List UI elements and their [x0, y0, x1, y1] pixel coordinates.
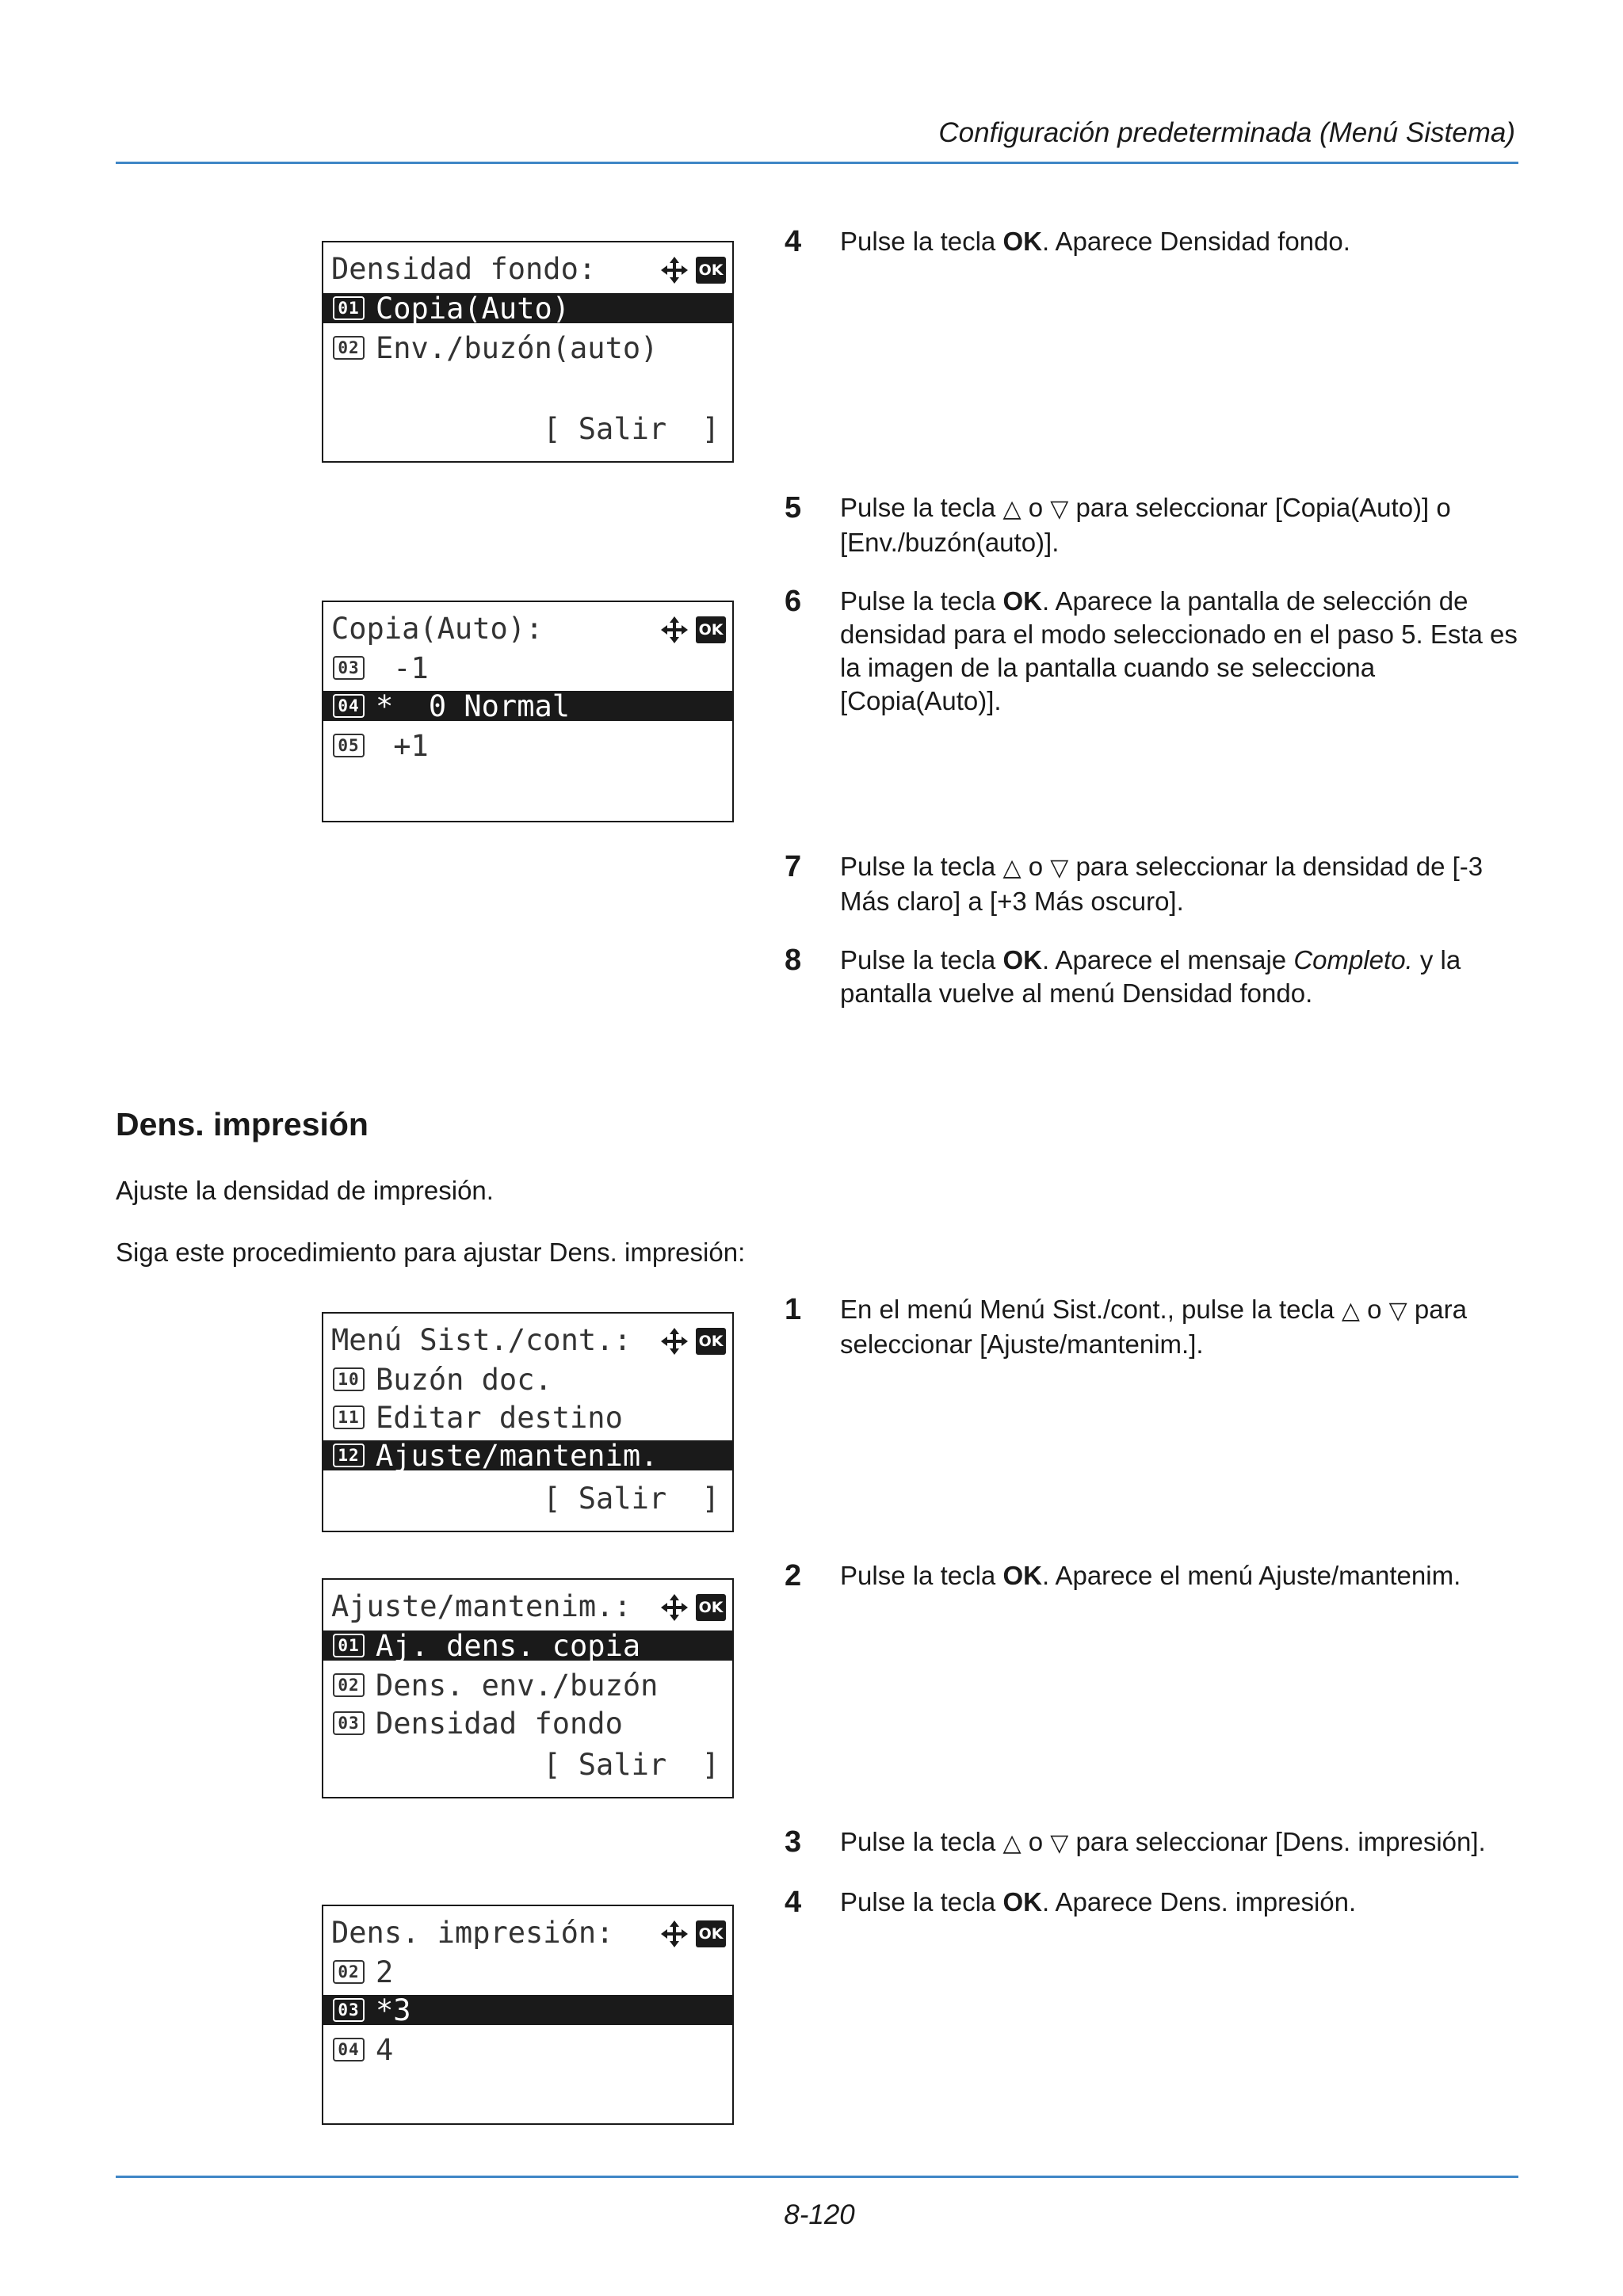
- page-number: 8-120: [784, 2199, 855, 2230]
- down-arrow-key-icon: ▽: [1050, 855, 1069, 881]
- ok-key-label: OK: [1002, 945, 1042, 974]
- up-arrow-key-icon: △: [1002, 496, 1022, 522]
- message-name: Completo.: [1293, 945, 1413, 974]
- option-number: 11: [333, 1405, 365, 1429]
- step-item: [785, 850, 1522, 918]
- exit-softkey: [ Salir ]: [543, 1748, 720, 1782]
- four-way-arrow-icon: [659, 1326, 689, 1356]
- lcd-panel-dens-impresion: [322, 1905, 734, 2125]
- lcd-title: Menú Sist./cont.:: [331, 1323, 632, 1357]
- lcd-panel-ajuste-mantenim: [322, 1578, 734, 1798]
- step-text: Pulse la tecla: [840, 1561, 1003, 1590]
- step-text: . Aparece la pantalla de selección de densidad para el modo seleccionado en el paso 5. Esta es la imagen de la pantalla cuando se selecciona [Copia(Auto)].: [840, 586, 1518, 715]
- up-arrow-key-icon: △: [1002, 1830, 1022, 1856]
- option-label: Aj. dens. copia: [376, 1628, 641, 1663]
- step-item: [785, 1559, 1522, 1592]
- section-heading: Dens. impresión: [116, 1106, 369, 1142]
- step-text: En el menú Menú Sist./cont., pulse la tecla: [840, 1295, 1342, 1324]
- header-rule: [116, 162, 1518, 164]
- step-text: . Aparece el mensaje: [1041, 945, 1294, 974]
- option-number: 03: [333, 1998, 365, 2022]
- lcd-option: [323, 688, 732, 723]
- lcd-option: [323, 730, 732, 761]
- step-text: para seleccionar la densidad de [-3 Más claro] a [+3 Más oscuro].: [840, 852, 1484, 916]
- lcd-option: [323, 1706, 732, 1741]
- ok-key-icon: OK: [696, 1328, 726, 1355]
- option-label: -1: [376, 650, 429, 685]
- exit-softkey: [ Salir ]: [543, 412, 720, 446]
- option-number: 10: [333, 1367, 365, 1391]
- option-label: Buzón doc.: [376, 1362, 552, 1397]
- lcd-option: [323, 1362, 732, 1397]
- step-item: [785, 944, 1522, 1010]
- step-number: 3: [785, 1825, 802, 1859]
- step-item: [785, 1825, 1522, 1860]
- header-title: Configuración predeterminada (Menú Sistema): [938, 117, 1515, 148]
- step-text: Pulse la tecla: [840, 1887, 1003, 1917]
- option-number: 12: [333, 1444, 365, 1467]
- four-way-arrow-icon: [659, 255, 689, 285]
- option-label: Densidad fondo: [376, 1706, 623, 1741]
- four-way-arrow-icon: [659, 1592, 689, 1623]
- lcd-option: [323, 1438, 732, 1473]
- lcd-panel-densidad-fondo: [322, 241, 734, 463]
- option-number: 04: [333, 2038, 365, 2061]
- step-text: Pulse la tecla: [840, 945, 1003, 974]
- option-label: Editar destino: [376, 1400, 623, 1435]
- ok-key-label: OK: [1002, 586, 1042, 616]
- step-text: . Aparece el menú Ajuste/mantenim.: [1041, 1561, 1461, 1590]
- ok-key-icon: OK: [696, 616, 726, 643]
- option-number: 02: [333, 1673, 365, 1697]
- step-text: o: [1021, 1827, 1051, 1856]
- four-way-arrow-icon: [659, 615, 689, 645]
- lcd-panel-menu-sistema: [322, 1312, 734, 1532]
- lcd-option: [323, 1957, 732, 1987]
- lcd-title: Densidad fondo:: [331, 252, 597, 286]
- footer-rule: [116, 2176, 1518, 2178]
- step-item: [785, 225, 1522, 258]
- option-number: 01: [333, 1634, 365, 1657]
- down-arrow-key-icon: ▽: [1388, 1298, 1407, 1324]
- step-text: Pulse la tecla: [840, 493, 1003, 522]
- step-number: 7: [785, 850, 802, 883]
- step-item: [785, 585, 1522, 718]
- step-text: Pulse la tecla: [840, 852, 1003, 881]
- step-text: . Aparece Dens. impresión.: [1041, 1887, 1357, 1917]
- step-text: o: [1021, 493, 1051, 522]
- step-text: Pulse la tecla: [840, 227, 1003, 256]
- ok-key-icon: OK: [696, 1920, 726, 1947]
- lcd-option: [323, 291, 732, 326]
- step-text: Pulse la tecla: [840, 586, 1003, 616]
- procedure-intro: Siga este procedimiento para ajustar Dens. impresión:: [116, 1238, 746, 1267]
- option-label: 4: [376, 2032, 394, 2067]
- lcd-option: [323, 1995, 732, 2025]
- step-number: 2: [785, 1559, 802, 1592]
- step-text: y la pantalla vuelve al menú Densidad fondo.: [840, 945, 1461, 1008]
- option-number: 01: [333, 296, 365, 320]
- step-text: para seleccionar [Ajuste/mantenim.].: [840, 1295, 1467, 1359]
- step-number: 1: [785, 1293, 802, 1326]
- step-text: o: [1021, 852, 1051, 881]
- step-text: para seleccionar [Copia(Auto)] o [Env./buzón(auto)].: [840, 493, 1451, 557]
- option-number: 04: [333, 694, 365, 718]
- step-number: 6: [785, 585, 802, 618]
- lcd-title: Dens. impresión:: [331, 1916, 614, 1950]
- lcd-option: [323, 650, 732, 685]
- ok-key-label: OK: [1002, 1561, 1042, 1590]
- step-item: [785, 491, 1522, 559]
- option-number: 02: [333, 336, 365, 360]
- step-text: o: [1359, 1295, 1389, 1324]
- ok-key-label: OK: [1002, 1887, 1042, 1917]
- section-intro: Ajuste la densidad de impresión.: [116, 1176, 494, 1205]
- option-label: Env./buzón(auto): [376, 330, 659, 365]
- lcd-panel-copia-auto: [322, 601, 734, 822]
- down-arrow-key-icon: ▽: [1050, 1830, 1069, 1856]
- step-number: 4: [785, 1886, 802, 1919]
- option-label: Dens. env./buzón: [376, 1668, 659, 1703]
- option-number: 03: [333, 1711, 365, 1735]
- lcd-option: [323, 1630, 732, 1661]
- lcd-option: [323, 2032, 732, 2067]
- step-text: Pulse la tecla: [840, 1827, 1003, 1856]
- ok-key-icon: OK: [696, 1594, 726, 1621]
- step-text: para seleccionar [Dens. impresión].: [1068, 1827, 1486, 1856]
- step-number: 5: [785, 491, 802, 524]
- down-arrow-key-icon: ▽: [1050, 496, 1069, 522]
- lcd-title: Ajuste/mantenim.:: [331, 1589, 632, 1623]
- lcd-title: Copia(Auto):: [331, 612, 544, 646]
- option-label: *3: [376, 1993, 411, 2027]
- option-label: Copia(Auto): [376, 291, 571, 326]
- up-arrow-key-icon: △: [1341, 1298, 1360, 1324]
- option-number: 02: [333, 1960, 365, 1984]
- step-item: [785, 1293, 1522, 1361]
- option-label: Ajuste/mantenim.: [376, 1438, 659, 1473]
- step-item: [785, 1886, 1522, 1919]
- four-way-arrow-icon: [659, 1919, 689, 1949]
- lcd-option: [323, 1400, 732, 1435]
- lcd-option: [323, 330, 732, 365]
- option-number: 05: [333, 734, 365, 757]
- up-arrow-key-icon: △: [1002, 855, 1022, 881]
- step-text: . Aparece Densidad fondo.: [1041, 227, 1350, 256]
- option-label: 2: [376, 1955, 394, 1989]
- ok-key-icon: OK: [696, 257, 726, 284]
- lcd-option: [323, 1668, 732, 1703]
- step-number: 4: [785, 225, 802, 258]
- option-number: 03: [333, 656, 365, 680]
- exit-softkey: [ Salir ]: [543, 1482, 720, 1516]
- option-label: * 0 Normal: [376, 688, 571, 723]
- option-label: +1: [376, 728, 429, 763]
- step-number: 8: [785, 944, 802, 977]
- ok-key-label: OK: [1002, 227, 1042, 256]
